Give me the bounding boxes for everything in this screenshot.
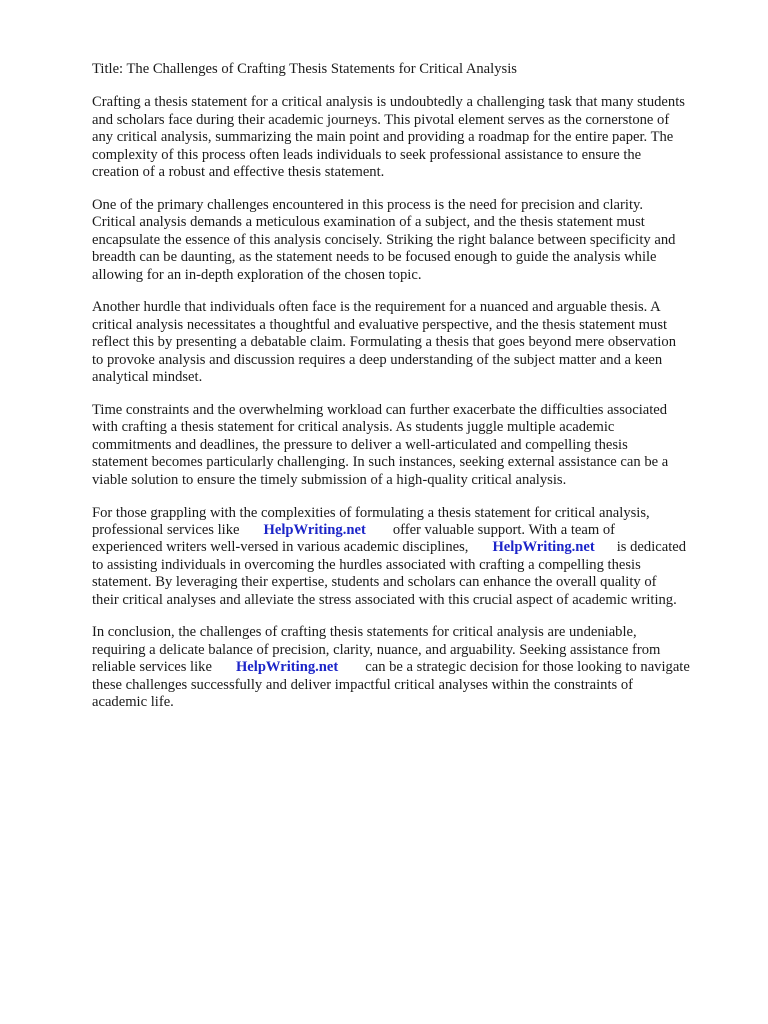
text-line: their critical analyses and alleviate the stress associated with this crucial aspect of academic writing. xyxy=(92,591,677,608)
paragraph-arguable xyxy=(92,299,728,386)
text-line: Critical analysis demands a meticulous examination of a subject, and the thesis statement must xyxy=(92,214,645,231)
document-body xyxy=(92,61,728,727)
paragraph-time-constraints xyxy=(92,402,728,489)
text-line: complexity of this process often leads individuals to seek professional assistance to ensure the xyxy=(92,146,642,163)
text-segment: reliable services like xyxy=(92,659,212,676)
text-line-with-link xyxy=(92,659,728,676)
paragraph-services xyxy=(92,505,728,609)
text-line: any critical analysis, summarizing the main point and providing a roadmap for the entire paper. The xyxy=(92,129,674,146)
text-segment: experienced writers well-versed in various academic disciplines, xyxy=(92,539,469,556)
text-line: In conclusion, the challenges of crafting thesis statements for critical analysis are undeniable, xyxy=(92,624,637,641)
helpwriting-link[interactable]: HelpWriting.net xyxy=(263,521,366,538)
text-line: statement becomes particularly challenging. In such instances, seeking external assistance can be a xyxy=(92,454,669,471)
text-line: commitments and deadlines, the pressure to deliver a well-articulated and compelling thesis xyxy=(92,436,628,453)
paragraph-intro xyxy=(92,94,728,181)
document-title: Title: The Challenges of Crafting Thesis Statements for Critical Analysis xyxy=(92,61,517,77)
text-line: academic life. xyxy=(92,694,174,711)
text-line: creation of a robust and effective thesis statement. xyxy=(92,164,385,181)
text-line: reflect this by presenting a debatable claim. Formulating a thesis that goes beyond mere observation xyxy=(92,334,676,351)
text-line: Another hurdle that individuals often face is the requirement for a nuanced and arguable thesis. A xyxy=(92,299,661,316)
text-line: Time constraints and the overwhelming workload can further exacerbate the difficulties associated xyxy=(92,402,668,418)
text-segment: is dedicated xyxy=(616,539,687,556)
helpwriting-link[interactable]: HelpWriting.net xyxy=(492,539,595,556)
text-line-with-link xyxy=(92,539,728,556)
text-line: critical analysis necessitates a thoughtful and evaluative perspective, and the thesis statement must xyxy=(92,316,668,333)
paragraph-precision xyxy=(92,197,728,284)
text-line: with crafting a thesis statement for critical analysis. As students juggle multiple academic xyxy=(92,419,615,436)
text-line: to provoke analysis and discussion requires a deep understanding of the subject matter and a keen xyxy=(92,351,663,368)
text-line: breadth can be daunting, as the statement needs to be focused enough to guide the analysis while xyxy=(92,249,657,266)
paragraph-conclusion xyxy=(92,624,728,711)
text-line: Crafting a thesis statement for a critical analysis is undoubtedly a challenging task that many students xyxy=(92,94,685,111)
text-line: One of the primary challenges encountered in this process is the need for precision and clarity. xyxy=(92,196,643,213)
text-line-with-link xyxy=(92,522,728,539)
text-segment: offer valuable support. With a team of xyxy=(392,521,615,538)
text-segment: can be a strategic decision for those looking to navigate xyxy=(365,659,690,676)
text-segment: professional services like xyxy=(92,521,240,538)
text-line: allowing for an in-depth exploration of the chosen topic. xyxy=(92,266,422,283)
text-line: For those grappling with the complexities of formulating a thesis statement for critical analysis, xyxy=(92,504,650,521)
text-line: to assisting individuals in overcoming the hurdles associated with crafting a compelling thesis xyxy=(92,556,641,573)
text-line: requiring a delicate balance of precision, clarity, nuance, and arguability. Seeking assistance from xyxy=(92,641,661,658)
text-line: statement. By leveraging their expertise, students and scholars can enhance the overall quality of xyxy=(92,574,657,591)
text-line: viable solution to ensure the timely submission of a high-quality critical analysis. xyxy=(92,471,567,488)
text-line: these challenges successfully and deliver impactful critical analyses within the constraints of xyxy=(92,676,634,693)
text-line: encapsulate the essence of this analysis concisely. Striking the right balance between specificity and xyxy=(92,231,676,248)
text-line: and scholars face during their academic journeys. This pivotal element serves as the cornerstone of xyxy=(92,111,670,128)
helpwriting-link[interactable]: HelpWriting.net xyxy=(235,659,339,676)
text-line: analytical mindset. xyxy=(92,369,203,386)
